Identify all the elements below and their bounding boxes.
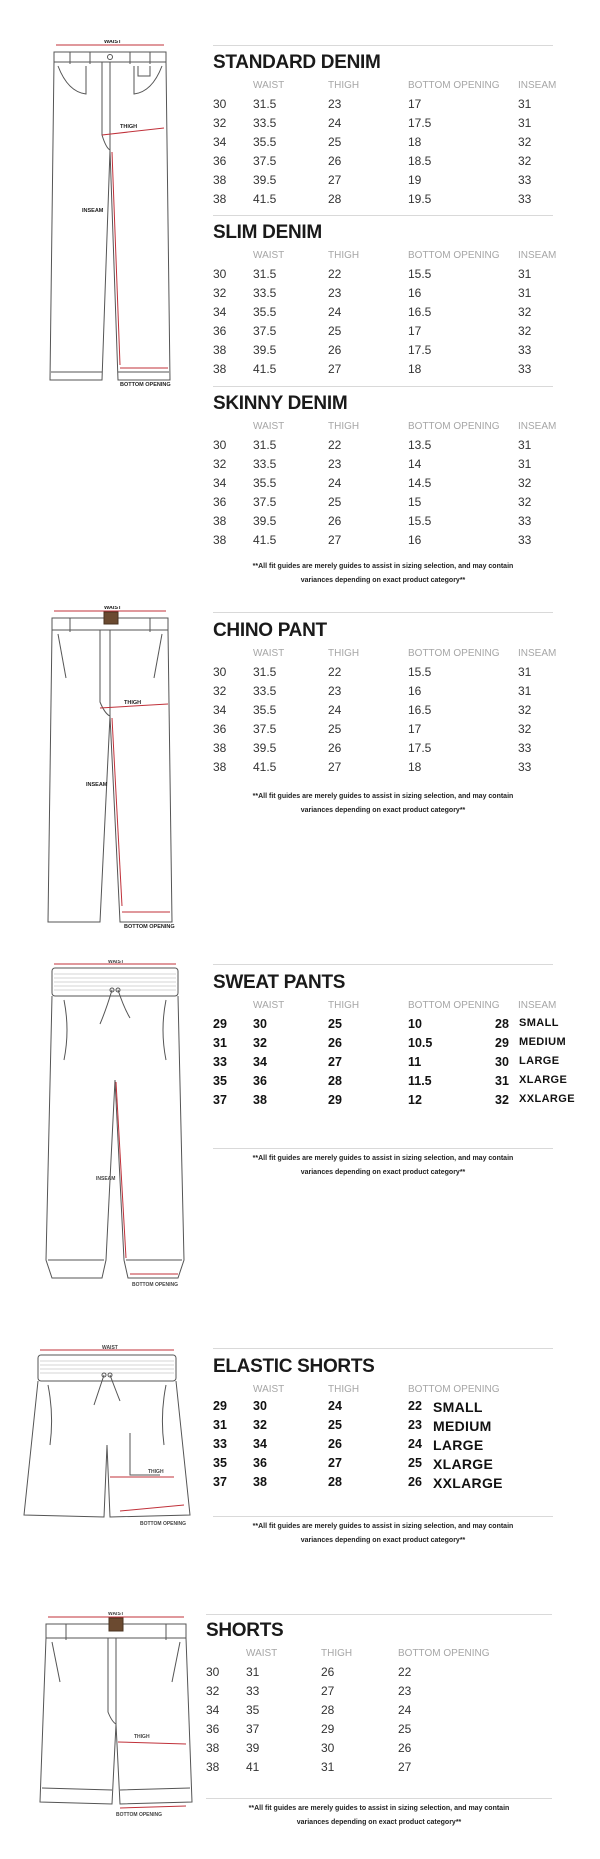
table-cell: 31 (495, 1074, 509, 1088)
table-cell: 23 (408, 1418, 422, 1432)
table-cell: 39.5 (253, 514, 277, 528)
header-waist: WAIST (253, 421, 285, 432)
table-cell: 17 (408, 722, 422, 736)
table-cell: 26 (328, 1437, 342, 1451)
table-cell: 24 (408, 1437, 422, 1451)
table-cell: 31 (518, 286, 532, 300)
header-waist: WAIST (253, 648, 285, 659)
table-cell: 38 (213, 760, 227, 774)
section-title: SKINNY DENIM (213, 393, 348, 414)
shorts-table (206, 1620, 546, 1790)
table-cell: 37.5 (253, 722, 277, 736)
table-cell: 23 (328, 457, 342, 471)
table-cell: 26 (328, 741, 342, 755)
table-cell: 25 (408, 1456, 422, 1470)
shorts-drawing (36, 1612, 196, 1817)
table-cell: 32 (206, 1684, 220, 1698)
table-cell: 28 (328, 1475, 342, 1489)
sweat-pants-drawing (40, 960, 190, 1290)
divider (213, 1516, 553, 1517)
table-cell: 24 (328, 1399, 342, 1413)
table-cell: 23 (328, 684, 342, 698)
table-cell: 36 (213, 154, 227, 168)
elastic-shorts-drawing (20, 1345, 195, 1530)
table-cell: 10 (408, 1017, 422, 1031)
table-cell: 23 (398, 1684, 412, 1698)
table-cell: 39 (246, 1741, 260, 1755)
table-cell: 30 (206, 1665, 220, 1679)
table-cell: 38 (213, 533, 227, 547)
inseam-label: INSEAM (86, 782, 108, 788)
table-cell: 18 (408, 760, 422, 774)
table-cell: 22 (328, 267, 342, 281)
divider (206, 1614, 552, 1615)
table-cell: 36 (213, 722, 227, 736)
disclaimer (213, 1520, 553, 1548)
table-cell: 41.5 (253, 760, 277, 774)
disclaimer-line: variances depending on exact product category** (300, 577, 466, 584)
table-cell: 38 (206, 1760, 220, 1774)
section-title: ELASTIC SHORTS (213, 1356, 375, 1377)
table-cell: 25 (328, 324, 342, 338)
header-thigh: THIGH (321, 1648, 353, 1659)
table-cell: 34 (206, 1703, 220, 1717)
table-cell: 24 (328, 116, 342, 130)
table-cell: 17 (408, 324, 422, 338)
waist-label: WAIST (102, 1345, 118, 1351)
table-cell: XXLARGE (433, 1475, 503, 1491)
table-cell: 32 (518, 722, 532, 736)
header-thigh: THIGH (328, 1384, 360, 1395)
divider (213, 612, 553, 613)
table-cell: 37 (213, 1475, 227, 1489)
table-cell: 22 (398, 1665, 412, 1679)
table-cell: 36 (253, 1074, 267, 1088)
table-cell: MEDIUM (519, 1036, 567, 1048)
table-cell: 38 (213, 514, 227, 528)
table-cell: 26 (328, 514, 342, 528)
thigh-label: THIGH (124, 700, 142, 706)
table-cell: 31 (518, 438, 532, 452)
table-cell: 26 (328, 343, 342, 357)
thigh-label: THIGH (120, 124, 138, 130)
header-bottom-opening: BOTTOM OPENING (408, 250, 500, 261)
table-cell: 31 (518, 665, 532, 679)
table-cell: 15.5 (408, 267, 432, 281)
table-cell: 27 (328, 1055, 342, 1069)
table-cell: 25 (328, 495, 342, 509)
table-cell: 35 (213, 1456, 227, 1470)
table-cell: 33 (518, 741, 532, 755)
divider (213, 45, 553, 46)
table-cell: 33 (213, 1055, 227, 1069)
table-cell: XXLARGE (519, 1093, 575, 1105)
table-cell: 18 (408, 135, 422, 149)
standard-denim-table (213, 52, 557, 206)
table-cell: 25 (328, 1017, 342, 1031)
table-cell: 35.5 (253, 135, 277, 149)
skinny-denim-table (213, 393, 557, 547)
disclaimer (206, 1802, 552, 1830)
table-cell: 13.5 (408, 438, 432, 452)
table-cell: 24 (398, 1703, 412, 1717)
section-title: CHINO PANT (213, 620, 327, 641)
waist-label: WAIST (104, 606, 122, 611)
section-title: STANDARD DENIM (213, 52, 381, 73)
divider (213, 964, 553, 965)
table-cell: 37 (246, 1722, 260, 1736)
table-cell: 33 (518, 514, 532, 528)
table-cell: 22 (328, 665, 342, 679)
table-cell: 31 (246, 1665, 260, 1679)
table-cell: 34 (213, 476, 227, 490)
table-cell: 19 (408, 173, 422, 187)
table-cell: 17.5 (408, 741, 432, 755)
waist-label: WAIST (104, 40, 122, 45)
table-cell: XLARGE (519, 1074, 568, 1086)
table-cell: 27 (328, 1456, 342, 1470)
table-cell: 30 (213, 665, 227, 679)
table-cell: 32 (253, 1036, 267, 1050)
table-cell: 26 (398, 1741, 412, 1755)
table-cell: 33.5 (253, 457, 277, 471)
table-cell: 32 (518, 135, 532, 149)
table-cell: 28 (328, 1074, 342, 1088)
header-waist: WAIST (253, 80, 285, 91)
header-inseam: INSEAM (518, 421, 557, 432)
table-cell: 27 (328, 533, 342, 547)
table-cell: 32 (253, 1418, 267, 1432)
table-cell: 30 (495, 1055, 509, 1069)
table-cell: 36 (213, 495, 227, 509)
table-cell: 35 (213, 1074, 227, 1088)
table-cell: 31 (213, 1418, 227, 1432)
header-waist: WAIST (253, 1384, 285, 1395)
table-cell: 38 (213, 173, 227, 187)
table-cell: 19.5 (408, 192, 432, 206)
table-cell: 33 (518, 173, 532, 187)
table-cell: 27 (398, 1760, 412, 1774)
table-cell: 23 (328, 97, 342, 111)
table-cell: 34 (213, 135, 227, 149)
divider (213, 1348, 553, 1349)
table-cell: 33 (213, 1437, 227, 1451)
table-cell: 33.5 (253, 286, 277, 300)
table-cell: 32 (518, 476, 532, 490)
table-cell: 15.5 (408, 514, 432, 528)
header-waist: WAIST (246, 1648, 278, 1659)
section-title: SLIM DENIM (213, 222, 322, 243)
table-cell: 31 (213, 1036, 227, 1050)
table-cell: 41 (246, 1760, 260, 1774)
section-title: SHORTS (206, 1620, 284, 1641)
disclaimer-line: **All fit guides are merely guides to assist in sizing selection, and may contain (248, 1805, 510, 1812)
disclaimer-line: **All fit guides are merely guides to assist in sizing selection, and may contain (252, 563, 514, 570)
table-cell: LARGE (519, 1055, 560, 1067)
table-cell: 27 (328, 173, 342, 187)
table-cell: 32 (518, 305, 532, 319)
table-cell: 41.5 (253, 362, 277, 376)
sweat-pants-table (213, 972, 575, 1122)
header-thigh: THIGH (328, 80, 360, 91)
table-cell: 33 (518, 533, 532, 547)
header-thigh: THIGH (328, 1000, 360, 1011)
table-cell: 34 (213, 703, 227, 717)
disclaimer-line: variances depending on exact product category** (300, 807, 466, 814)
header-bottom-opening: BOTTOM OPENING (408, 648, 500, 659)
table-cell: 25 (328, 722, 342, 736)
table-cell: 37.5 (253, 495, 277, 509)
table-cell: 22 (328, 438, 342, 452)
table-cell: 29 (213, 1017, 227, 1031)
header-inseam: INSEAM (518, 250, 557, 261)
table-cell: SMALL (519, 1017, 559, 1029)
slim-denim-table (213, 222, 557, 376)
table-cell: 30 (253, 1017, 267, 1031)
table-cell: 17.5 (408, 343, 432, 357)
table-cell: MEDIUM (433, 1418, 492, 1434)
table-cell: 34 (253, 1437, 267, 1451)
table-cell: 37 (213, 1093, 227, 1107)
table-cell: 15.5 (408, 665, 432, 679)
disclaimer (213, 560, 553, 588)
table-cell: SMALL (433, 1399, 483, 1415)
table-cell: 33 (518, 760, 532, 774)
table-cell: 31 (518, 457, 532, 471)
table-cell: 27 (321, 1684, 335, 1698)
table-cell: 38 (213, 343, 227, 357)
table-cell: LARGE (433, 1437, 484, 1453)
table-cell: 30 (213, 97, 227, 111)
bottom-opening-label: BOTTOM OPENING (124, 924, 175, 930)
table-cell: 11 (408, 1055, 422, 1069)
table-cell: 29 (328, 1093, 342, 1107)
bottom-opening-label: BOTTOM OPENING (116, 1812, 163, 1817)
disclaimer-line: **All fit guides are merely guides to assist in sizing selection, and may contain (252, 793, 514, 800)
table-cell: 39.5 (253, 173, 277, 187)
inseam-label: INSEAM (96, 1176, 116, 1182)
header-bottom-opening: BOTTOM OPENING (398, 1648, 490, 1659)
waist-label: WAIST (108, 1612, 124, 1617)
elastic-shorts-table (213, 1356, 553, 1506)
table-cell: 26 (408, 1475, 422, 1489)
table-cell: 17 (408, 97, 422, 111)
table-cell: 31 (321, 1760, 335, 1774)
table-cell: 25 (398, 1722, 412, 1736)
table-cell: 31.5 (253, 267, 277, 281)
table-cell: 33 (518, 362, 532, 376)
table-cell: 30 (253, 1399, 267, 1413)
table-cell: 31.5 (253, 665, 277, 679)
divider (213, 1148, 553, 1149)
disclaimer-line: **All fit guides are merely guides to assist in sizing selection, and may contain (252, 1523, 514, 1530)
table-cell: 33.5 (253, 116, 277, 130)
bottom-opening-label: BOTTOM OPENING (140, 1521, 187, 1527)
table-cell: 36 (213, 324, 227, 338)
table-cell: 32 (213, 684, 227, 698)
table-cell: 41.5 (253, 192, 277, 206)
table-cell: 36 (253, 1456, 267, 1470)
table-cell: 32 (213, 286, 227, 300)
header-bottom-opening: BOTTOM OPENING (408, 421, 500, 432)
table-cell: 32 (518, 703, 532, 717)
header-bottom-opening: BOTTOM OPENING (408, 1000, 500, 1011)
table-cell: 38 (213, 362, 227, 376)
table-cell: 32 (495, 1093, 509, 1107)
section-title: SWEAT PANTS (213, 972, 346, 993)
table-cell: 38 (213, 192, 227, 206)
table-cell: 38 (253, 1093, 267, 1107)
table-cell: 31 (518, 684, 532, 698)
bottom-opening-label: BOTTOM OPENING (132, 1282, 179, 1288)
header-thigh: THIGH (328, 648, 360, 659)
table-cell: 33 (518, 192, 532, 206)
table-cell: 25 (328, 135, 342, 149)
header-thigh: THIGH (328, 250, 360, 261)
table-cell: 36 (206, 1722, 220, 1736)
disclaimer-line: **All fit guides are merely guides to assist in sizing selection, and may contain (252, 1155, 514, 1162)
disclaimer-line: variances depending on exact product category** (300, 1169, 466, 1176)
table-cell: 35.5 (253, 305, 277, 319)
table-cell: 31 (518, 97, 532, 111)
thigh-label: THIGH (134, 1734, 150, 1740)
bottom-opening-label: BOTTOM OPENING (120, 382, 171, 388)
table-cell: 28 (328, 192, 342, 206)
table-cell: 29 (495, 1036, 509, 1050)
table-cell: 10.5 (408, 1036, 433, 1050)
divider (213, 386, 553, 387)
table-cell: 12 (408, 1093, 422, 1107)
inseam-label: INSEAM (82, 208, 104, 214)
table-cell: 24 (328, 305, 342, 319)
table-cell: 37.5 (253, 324, 277, 338)
table-cell: 27 (328, 760, 342, 774)
header-waist: WAIST (253, 250, 285, 261)
disclaimer-line: variances depending on exact product category** (300, 1537, 466, 1544)
table-cell: 31.5 (253, 438, 277, 452)
table-cell: 39.5 (253, 741, 277, 755)
table-cell: 18.5 (408, 154, 432, 168)
table-cell: 34 (253, 1055, 267, 1069)
table-cell: 27 (328, 362, 342, 376)
table-cell: 15 (408, 495, 422, 509)
table-cell: 16 (408, 684, 422, 698)
table-cell: 31.5 (253, 97, 277, 111)
table-cell: 38 (253, 1475, 267, 1489)
header-inseam: INSEAM (518, 80, 557, 91)
table-cell: 35.5 (253, 703, 277, 717)
table-cell: 16.5 (408, 703, 432, 717)
table-cell: 32 (518, 154, 532, 168)
header-inseam: INSEAM (518, 1000, 557, 1011)
table-cell: 37.5 (253, 154, 277, 168)
table-cell: XLARGE (433, 1456, 494, 1472)
divider (213, 215, 553, 216)
table-cell: 32 (213, 457, 227, 471)
table-cell: 11.5 (408, 1074, 432, 1088)
table-cell: 30 (321, 1741, 335, 1755)
table-cell: 26 (328, 1036, 342, 1050)
table-cell: 18 (408, 362, 422, 376)
table-cell: 30 (213, 438, 227, 452)
header-thigh: THIGH (328, 421, 360, 432)
table-cell: 35.5 (253, 476, 277, 490)
table-cell: 29 (213, 1399, 227, 1413)
table-cell: 14 (408, 457, 422, 471)
table-cell: 38 (213, 741, 227, 755)
table-cell: 28 (495, 1017, 509, 1031)
table-cell: 30 (213, 267, 227, 281)
header-inseam: INSEAM (518, 648, 557, 659)
table-cell: 38 (206, 1741, 220, 1755)
thigh-label: THIGH (148, 1469, 164, 1475)
table-cell: 33 (246, 1684, 260, 1698)
table-cell: 28 (321, 1703, 335, 1717)
table-cell: 35 (246, 1703, 260, 1717)
table-cell: 41.5 (253, 533, 277, 547)
disclaimer (213, 790, 553, 818)
chino-pant-drawing (40, 606, 180, 936)
table-cell: 32 (518, 495, 532, 509)
table-cell: 31 (518, 116, 532, 130)
chino-pant-table (213, 620, 557, 774)
disclaimer-line: variances depending on exact product category** (296, 1819, 462, 1826)
header-waist: WAIST (253, 1000, 285, 1011)
waist-label: WAIST (108, 960, 124, 965)
header-bottom-opening: BOTTOM OPENING (408, 80, 500, 91)
table-cell: 32 (518, 324, 532, 338)
table-cell: 33 (518, 343, 532, 357)
table-cell: 34 (213, 305, 227, 319)
table-cell: 25 (328, 1418, 342, 1432)
table-cell: 33.5 (253, 684, 277, 698)
table-cell: 31 (518, 267, 532, 281)
table-cell: 26 (321, 1665, 335, 1679)
denim-jeans-drawing (40, 40, 180, 390)
table-cell: 23 (328, 286, 342, 300)
table-cell: 39.5 (253, 343, 277, 357)
table-cell: 26 (328, 154, 342, 168)
table-cell: 16 (408, 286, 422, 300)
table-cell: 24 (328, 476, 342, 490)
table-cell: 22 (408, 1399, 422, 1413)
table-cell: 16.5 (408, 305, 432, 319)
table-cell: 24 (328, 703, 342, 717)
divider (206, 1798, 552, 1799)
table-cell: 29 (321, 1722, 335, 1736)
table-cell: 32 (213, 116, 227, 130)
table-cell: 16 (408, 533, 422, 547)
table-cell: 14.5 (408, 476, 432, 490)
table-cell: 17.5 (408, 116, 432, 130)
header-bottom-opening: BOTTOM OPENING (408, 1384, 500, 1395)
disclaimer (213, 1152, 553, 1180)
